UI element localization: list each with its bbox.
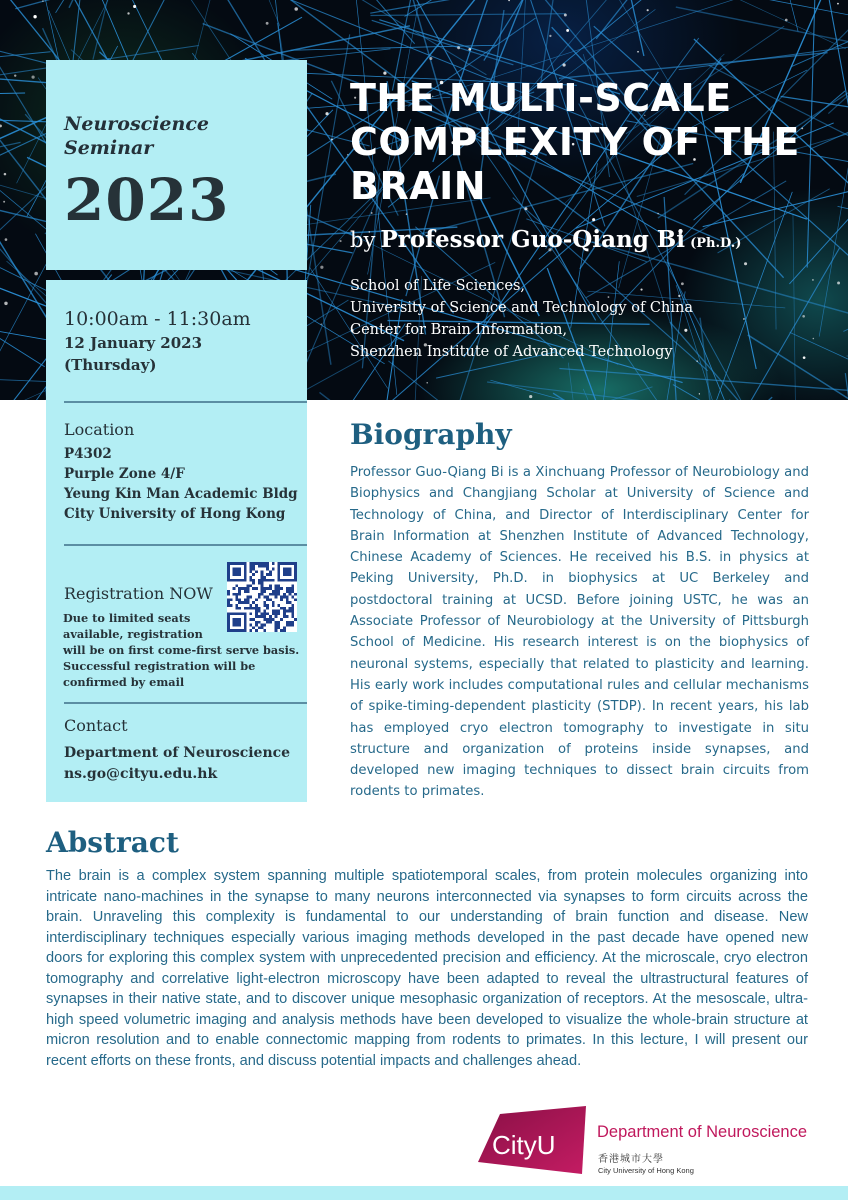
speaker-affiliations	[350, 275, 693, 363]
affiliation-line: Center for Brain Information,	[350, 322, 568, 338]
event-info-panel	[46, 280, 307, 802]
registration-line: confirmed by email	[63, 675, 185, 689]
contact-email[interactable]: ns.go@cityu.edu.hk	[64, 766, 218, 782]
speaker-prefix: by	[350, 228, 376, 252]
speaker-line	[350, 226, 741, 253]
footer-department: Department of Neuroscience	[597, 1123, 808, 1141]
registration-line: Due to limited seats	[63, 611, 191, 625]
location-building: Yeung Kin Man Academic Bldg	[64, 486, 298, 502]
registration-line: will be on first come-first serve basis.	[63, 643, 300, 657]
contact-label: Contact	[64, 716, 128, 735]
location-university: City University of Hong Kong	[64, 506, 286, 522]
abstract-text: The brain is a complex system spanning multiple spatiotemporal scales, from protein molecules organizing into intricate nano-machines in the synapse to many neurons interconnected via synapses to form circuits across the brain. Unraveling this complexity is fundamental to our understanding of brain function and disease. New interdisciplinary techniques especially various imaging methods developed in the past decade have opened new doors for exploring this complex system with unprecedented precision and efficiency. At the microscale, cryo electron tomography and correlative light-electron microscopy have been adapted to reveal the ultrastructural features of synapses in their native state, and to discover unique mesophasic organization of receptors. At the mesoscale, ultra-high speed volumetric imaging and analysis methods have been developed to visualize the whole-brain structure at micron resolution and to enable connectomic mapping from rodents to primates. In this lecture, I will present our recent efforts on these fronts, and discuss potential impacts and challenges ahead.	[46, 868, 808, 1069]
abstract-heading: Abstract	[46, 826, 179, 859]
event-time: 10:00am - 11:30am	[64, 308, 251, 330]
divider	[64, 401, 307, 403]
registration-line: available, registration	[63, 627, 203, 641]
contact-department: Department of Neuroscience	[64, 745, 291, 761]
seminar-badge-panel	[46, 60, 307, 270]
location-zone: Purple Zone 4/F	[64, 466, 185, 482]
seminar-year: 2023	[64, 166, 230, 234]
affiliation-line: Shenzhen Institute of Advanced Technology	[350, 344, 673, 360]
talk-title: THE MULTI-SCALE COMPLEXITY OF THE BRAIN	[350, 76, 800, 208]
divider	[64, 544, 307, 546]
series-title: Neuroscience Seminar	[64, 113, 209, 159]
registration-line: Successful registration will be	[63, 659, 256, 673]
cityu-logo-icon	[478, 1104, 588, 1178]
affiliation-line: University of Science and Technology of China	[350, 300, 693, 316]
location-label: Location	[64, 420, 135, 439]
footer-university-english: City University of Hong Kong	[598, 1166, 694, 1175]
event-date	[64, 332, 202, 376]
registration-details	[63, 610, 303, 690]
biography-heading: Biography	[350, 418, 512, 451]
speaker-name: Professor Guo-Qiang Bi	[380, 226, 685, 253]
registration-label: Registration NOW	[64, 584, 213, 603]
footer-university-chinese: 香港城市大學	[598, 1154, 664, 1165]
svg-text:CityU: CityU	[492, 1130, 556, 1160]
speaker-degree: (Ph.D.)	[690, 236, 742, 251]
event-weekday: (Thursday)	[64, 356, 157, 374]
event-date-text: 12 January 2023	[64, 334, 203, 352]
contact-details	[64, 743, 290, 785]
location-details	[64, 444, 298, 524]
location-room: P4302	[64, 446, 112, 462]
affiliation-line: School of Life Sciences,	[350, 278, 525, 294]
divider	[64, 702, 307, 704]
biography-text: Professor Guo-Qiang Bi is a Xinchuang Professor of Neurobiology and Biophysics and Changjiang Scholar at University of Science and Technology of China, and Director of Interdisciplinary Center for Brain Information at Shenzhen Institute of Advanced Technology, Chinese Academy of Sciences. He received his B.S. in physics at Peking University, Ph.D. in biophysics at UC Berkeley and postdoctoral training at UCSD. Before joining USTC, he was an Associate Professor of Neurobiology at the University of Pittsburgh School of Medicine. His research interest is on the biophysics of neuronal systems, especially that related to plasticity and learning. His early work includes computational rules and cellular mechanisms of spike-timing-dependent plasticity (STDP). In recent years, his lab has employed cryo electron tomography to investigate in situ structure and organization of proteins inside synapses, and developed new imaging techniques to dissect brain circuits from rodents to primates.	[350, 465, 809, 800]
bottom-strip	[0, 1186, 848, 1200]
